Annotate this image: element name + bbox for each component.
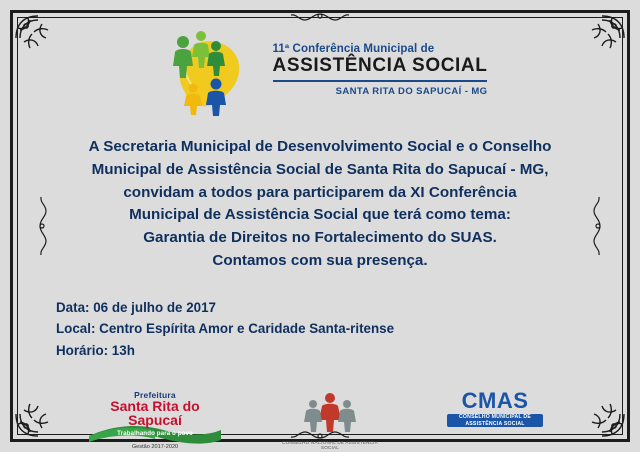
conference-logo [28,24,612,120]
cmas-logo [435,390,555,446]
invitation-body [28,136,612,273]
cmas-subtitle-line1: CONSELHO MUNICIPAL DE [458,414,532,420]
prefeitura-slogan: Trabalhando para o povo [117,430,193,437]
event-details [28,297,612,362]
prefeitura-logo [85,390,225,450]
body-line-3: convidam a todos para participarem da XI Conferência [123,183,517,201]
prefeitura-ribbon-icon [85,428,225,442]
footer-logos [0,384,640,450]
conference-logo-text [273,43,488,101]
cnas-people-icon [275,390,385,434]
conference-title: ASSISTÊNCIA SOCIAL [272,55,488,77]
cmas-acronym: CMAS [461,388,529,413]
cmas-subtitle-line2: ASSISTÊNCIA SOCIAL [465,420,525,427]
conference-location: SANTA RITA DO SAPUCAÍ - MG [335,85,488,97]
event-time: Horário: 13h [56,343,135,359]
conference-edition: 11ª Conferência Municipal de [272,43,435,56]
prefeitura-management: Gestão 2017-2020 [131,444,179,450]
body-line-6: Contamos com sua presença. [212,251,428,269]
body-line-2: Municipal de Assistência Social de Santa Rita do Sapucaí - MG, [91,160,549,178]
body-line-5: Garantia de Direitos no Fortalecimento do SUAS. [143,229,497,247]
body-line-4: Municipal de Assistência Social que terá como tema: [129,206,511,224]
event-place: Local: Centro Espírita Amor e Caridade Santa-ritense [56,321,395,337]
prefeitura-city: Santa Rita do Sapucaí [110,398,200,428]
cmas-subtitle-bar [447,414,543,427]
event-date: Data: 06 de julho de 2017 [56,299,217,315]
logo-divider [273,80,488,82]
cnas-logo [275,390,385,450]
people-map-brazil-icon [153,26,265,118]
cnas-caption: CONSELHO NACIONAL DE ASSISTÊNCIA SOCIAL [282,440,378,450]
body-line-1: A Secretaria Municipal de Desenvolvimento Social e o Conselho [88,138,552,155]
prefeitura-title: Prefeitura [134,390,176,400]
